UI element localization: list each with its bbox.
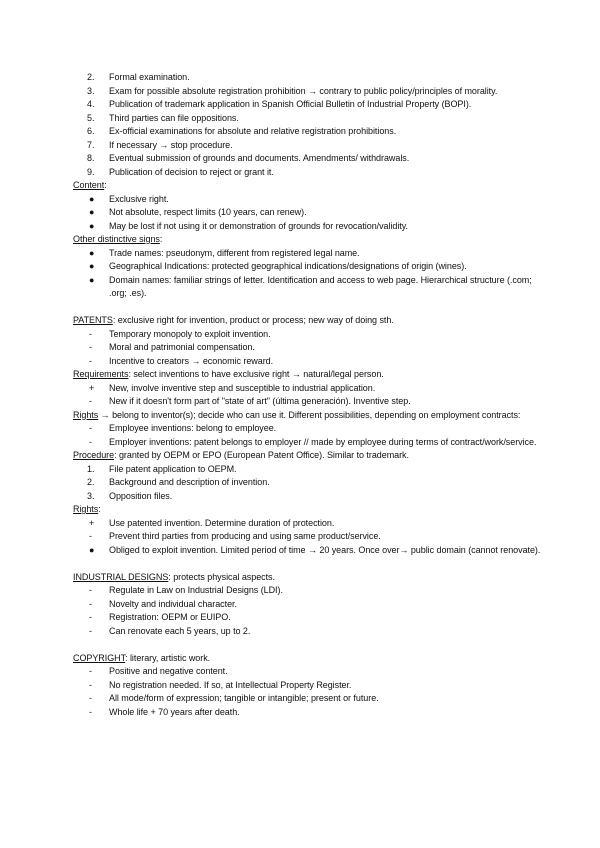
spacer: [73, 301, 543, 315]
list-item: ● May be lost if not using it or demonstration of grounds for revocation/validity.: [89, 220, 408, 231]
notes-body: [73, 71, 543, 719]
rights-owner-heading-line: Rights → belong to inventor(s); decide who can use it. Different possibilities, depending on employment contracts:: [73, 409, 521, 420]
list-item: 4. Publication of trademark application in Spanish Official Bulletin of Industrial Property (BOPI).: [87, 99, 472, 109]
list-item: 2. Background and description of invention.: [87, 477, 270, 487]
list-item: 9. Publication of decision to reject or grant it.: [87, 166, 274, 177]
requirements-heading-line: Requirements: select inventions to have exclusive right → natural/legal person.: [73, 369, 384, 379]
list-item: ● Domain names: familiar strings of letter. Identification and access to web page. Hierarchical structure (.com; .org; .es).: [89, 274, 532, 298]
list-item: - Temporary monopoly to exploit invention.: [89, 328, 271, 339]
trademark-procedure-list: [73, 71, 543, 179]
list-item: ● Geographical Indications: protected geographical indications/designations of origin (wines).: [89, 261, 467, 271]
list-item: ● Trade names: pseudonym, different from registered legal name.: [89, 247, 360, 258]
spacer: [73, 557, 543, 571]
list-item: 3. Exam for possible absolute registration prohibition → contrary to public policy/principles of morality.: [87, 85, 498, 96]
list-item: - Whole life + 70 years after death.: [89, 706, 240, 717]
list-item: + Use patented invention. Determine duration of protection.: [89, 517, 335, 528]
list-item: 2. Formal examination.: [87, 72, 190, 82]
list-item: - Prevent third parties from producing and using same product/service.: [89, 531, 381, 541]
copyright-heading-line: COPYRIGHT: literary, artistic work.: [73, 652, 211, 663]
procedure-heading-line: Procedure: granted by OEPM or EPO (European Patent Office). Similar to trademark.: [73, 450, 409, 460]
list-item: - New if it doesn't form part of "state of art" (última generación). Inventive step.: [89, 396, 411, 406]
other-signs-heading-line: Other distinctive signs:: [73, 234, 163, 244]
list-item: - Employee inventions: belong to employee.: [89, 423, 277, 433]
list-item: ● Obliged to exploit invention. Limited period of time → 20 years. Once over→ public domain (cannot renovate).: [89, 544, 541, 555]
list-item: ● Not absolute, respect limits (10 years, can renew).: [89, 207, 307, 217]
patents-heading-line: PATENTS: exclusive right for invention, product or process; new way of doing sth.: [73, 315, 394, 325]
list-item: - Moral and patrimonial compensation.: [89, 342, 255, 352]
list-item: + New, involve inventive step and susceptible to industrial application.: [89, 382, 376, 393]
content-heading-line: Content:: [73, 180, 107, 190]
list-item: - Incentive to creators → economic reward.: [89, 355, 274, 366]
list-item: 3. Opposition files.: [87, 490, 173, 501]
list-item: 5. Third parties can file oppositions.: [87, 112, 239, 123]
rights-heading-line: Rights:: [73, 504, 101, 514]
list-item: 7. If necessary → stop procedure.: [87, 139, 233, 150]
list-item: ● Exclusive right.: [89, 193, 169, 204]
list-item: - No registration needed. If so, at Intellectual Property Register.: [89, 679, 352, 690]
list-item: - Positive and negative content.: [89, 666, 228, 676]
list-item: 8. Eventual submission of grounds and documents. Amendments/ withdrawals.: [87, 153, 410, 163]
list-item: - Can renovate each 5 years, up to 2.: [89, 625, 251, 636]
list-item: - Regulate in Law on Industrial Designs (LDI).: [89, 585, 283, 595]
list-item: - All mode/form of expression; tangible or intangible; present or future.: [89, 693, 379, 703]
list-item: 6. Ex-official examinations for absolute and relative registration prohibitions.: [87, 126, 397, 136]
list-item: - Novelty and individual character.: [89, 598, 237, 609]
list-item: - Employer inventions: patent belongs to employer // made by employee during terms of contract/work/service.: [89, 436, 537, 447]
list-item: - Registration: OEPM or EUIPO.: [89, 612, 231, 622]
list-item: 1. File patent application to OEPM.: [87, 463, 237, 474]
industrial-designs-heading-line: INDUSTRIAL DESIGNS: protects physical aspects.: [73, 571, 275, 582]
spacer: [73, 638, 543, 652]
